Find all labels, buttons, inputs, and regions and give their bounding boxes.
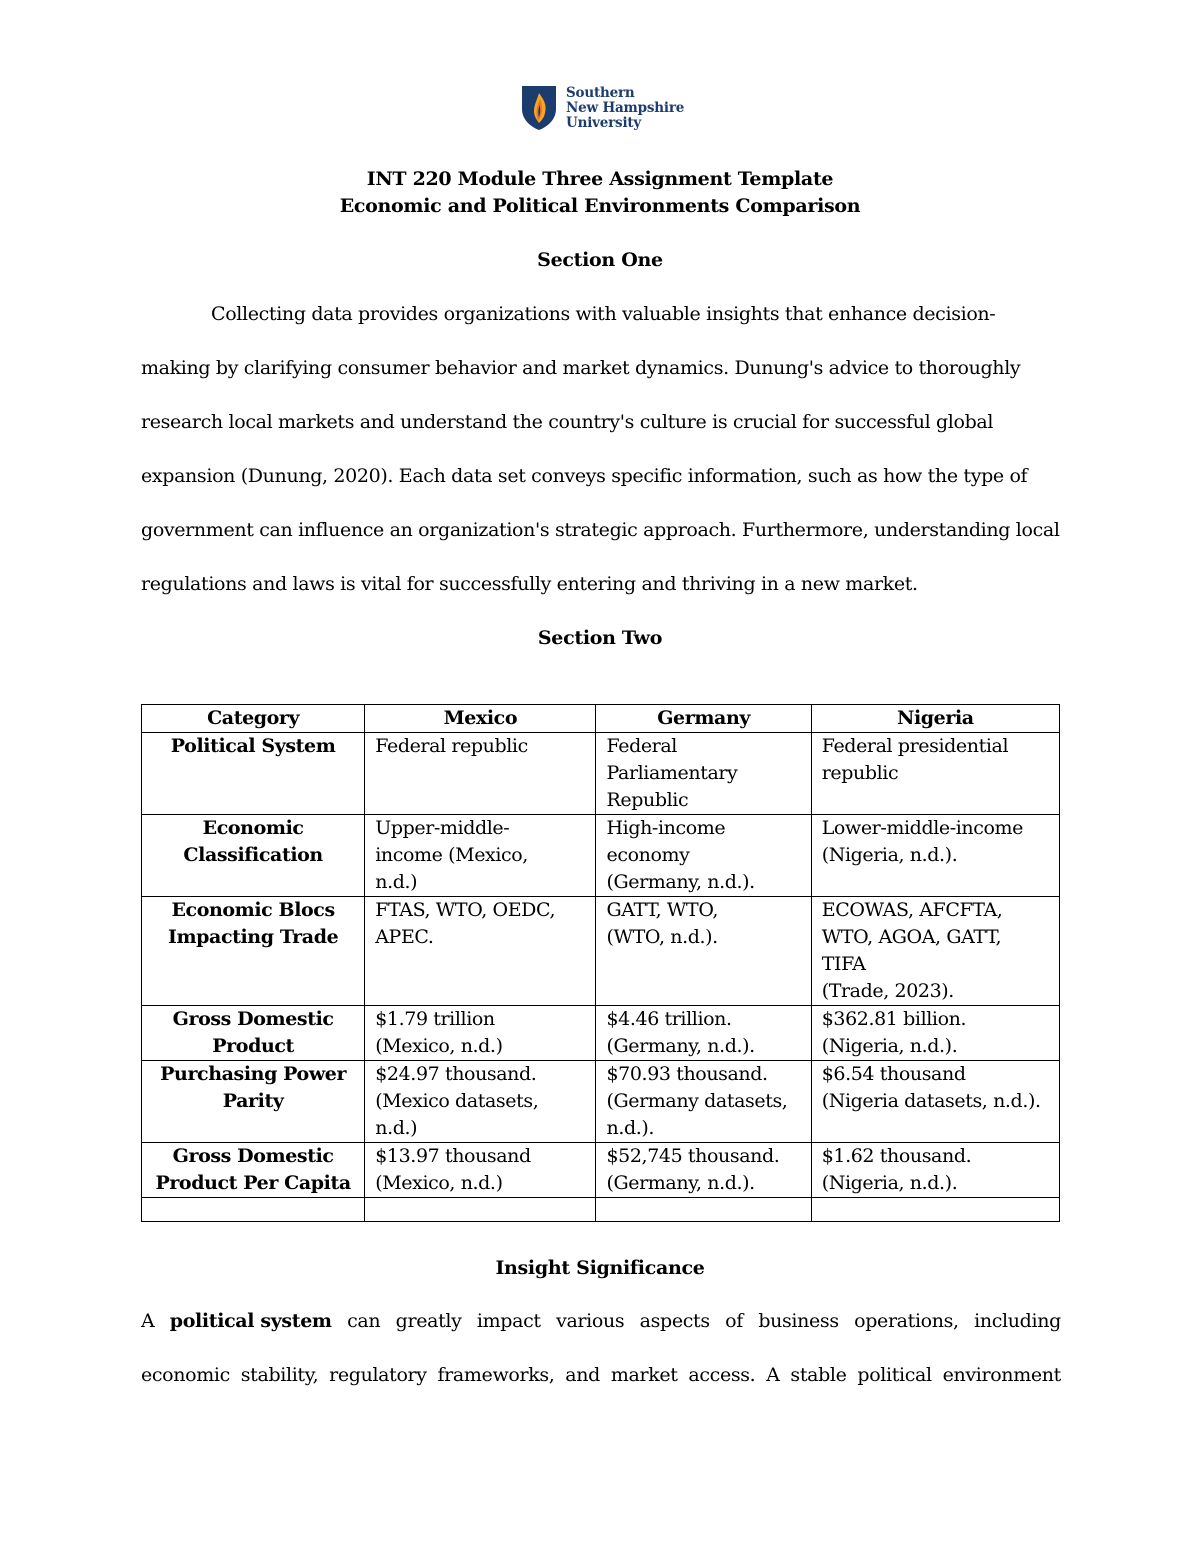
header-germany: Germany <box>596 705 811 733</box>
cell-line: $13.97 thousand <box>375 1145 531 1167</box>
cell-line: Gross Domestic <box>172 1145 334 1167</box>
cell-line: Political System <box>170 735 336 757</box>
cell-germany <box>596 815 811 897</box>
cell-line: n.d.) <box>375 871 418 893</box>
table-row <box>142 815 1060 897</box>
cell-line: Upper-middle- <box>375 817 510 839</box>
table-row <box>142 1061 1060 1143</box>
cell-nigeria <box>811 897 1059 1006</box>
empty-cell <box>142 1198 365 1222</box>
table-row-empty <box>142 1198 1060 1222</box>
cell-line: Lower-middle-income <box>821 817 1023 839</box>
shield-flame-icon <box>521 85 557 131</box>
word: A <box>766 1364 780 1386</box>
section-one-heading: Section One <box>537 249 663 271</box>
word: can <box>347 1310 381 1332</box>
cell-line: Product Per Capita <box>155 1172 351 1194</box>
word: stability, <box>240 1364 319 1386</box>
paragraph-line-justified <box>141 1294 1061 1348</box>
cell-line: Economic Blocs <box>171 899 335 921</box>
cell-line: (Mexico datasets, <box>375 1090 539 1112</box>
empty-cell <box>596 1198 811 1222</box>
cell-line: Gross Domestic <box>172 1008 334 1030</box>
cell-nigeria <box>811 1143 1059 1198</box>
cell-line: APEC. <box>375 926 434 948</box>
paragraph-line: regulations and laws is vital for successfully entering and thriving in a new market. <box>141 573 918 595</box>
cell-line: $6.54 thousand <box>821 1063 966 1085</box>
cell-mexico <box>365 815 596 897</box>
cell-line: (Germany datasets, <box>606 1090 788 1112</box>
cell-line: Parliamentary <box>606 762 738 784</box>
cell-mexico <box>365 897 596 1006</box>
word: environment <box>942 1364 1061 1386</box>
cell-line: Federal republic <box>375 735 528 757</box>
cell-line: (Mexico, n.d.) <box>375 1035 503 1057</box>
cell-line: TIFA <box>821 953 866 975</box>
cell-nigeria <box>811 1006 1059 1061</box>
logo-text-line3: University <box>566 114 642 131</box>
cell-germany <box>596 1143 811 1198</box>
section-two-heading: Section Two <box>537 627 663 649</box>
paragraph-line: research local markets and understand the country's culture is crucial for successful global <box>141 411 994 433</box>
paragraph-line-justified <box>141 1348 1061 1402</box>
cell-line: economy <box>606 844 690 866</box>
cell-line: Federal <box>606 735 677 757</box>
table-row <box>142 1143 1060 1198</box>
cell-line: $24.97 thousand. <box>375 1063 537 1085</box>
cell-line: (Nigeria datasets, n.d.). <box>821 1090 1041 1112</box>
paragraph-line: Collecting data provides organizations with valuable insights that enhance decision- <box>211 303 996 325</box>
cell-line: (Mexico, n.d.) <box>375 1172 503 1194</box>
paragraph-line: making by clarifying consumer behavior and market dynamics. Dunung's advice to thoroughly <box>141 357 1021 379</box>
cell-line: GATT, WTO, <box>606 899 719 921</box>
logo-text-line1: Southern <box>566 84 635 101</box>
cell-line: (Nigeria, n.d.). <box>821 844 958 866</box>
word: of <box>725 1310 743 1332</box>
cell-nigeria <box>811 733 1059 815</box>
empty-cell <box>365 1198 596 1222</box>
row-category <box>142 733 365 815</box>
cell-germany <box>596 1006 811 1061</box>
word: access. <box>688 1364 756 1386</box>
document-title: INT 220 Module Three Assignment Template <box>366 168 834 190</box>
cell-line: High-income <box>606 817 726 839</box>
header-category: Category <box>142 705 365 733</box>
cell-line: (Nigeria, n.d.). <box>821 1172 958 1194</box>
paragraph-line: expansion (Dunung, 2020). Each data set conveys specific information, such as how the type of <box>141 465 1028 487</box>
cell-line: (Germany, n.d.). <box>606 1035 755 1057</box>
logo-text-line2: New Hampshire <box>566 99 685 116</box>
word: operations, <box>854 1310 959 1332</box>
cell-mexico <box>365 733 596 815</box>
cell-line: FTAS, WTO, OEDC, <box>375 899 556 921</box>
table-row <box>142 1006 1060 1061</box>
cell-line: n.d.) <box>375 1117 418 1139</box>
cell-line: (Germany, n.d.). <box>606 871 755 893</box>
row-category <box>142 1006 365 1061</box>
cell-nigeria <box>811 1061 1059 1143</box>
cell-line: $70.93 thousand. <box>606 1063 768 1085</box>
table-row <box>142 733 1060 815</box>
cell-line: Product <box>212 1035 294 1057</box>
word: business <box>758 1310 839 1332</box>
cell-line: Classification <box>183 844 323 866</box>
insight-heading: Insight Significance <box>495 1257 705 1279</box>
empty-cell <box>811 1198 1059 1222</box>
bold-term: political system <box>169 1310 332 1332</box>
word: regulatory <box>329 1364 427 1386</box>
row-category <box>142 1143 365 1198</box>
cell-line: n.d.). <box>606 1117 655 1139</box>
cell-line: (WTO, n.d.). <box>606 926 718 948</box>
paragraph-line: government can influence an organization's strategic approach. Furthermore, understanding local <box>141 519 1060 541</box>
university-logo <box>521 84 684 132</box>
cell-line: Parity <box>222 1090 284 1112</box>
row-category <box>142 1061 365 1143</box>
cell-germany <box>596 733 811 815</box>
word: frameworks, <box>437 1364 555 1386</box>
header-mexico: Mexico <box>365 705 596 733</box>
word: market <box>610 1364 678 1386</box>
comparison-table <box>141 704 1060 1222</box>
cell-germany <box>596 897 811 1006</box>
word: political <box>857 1364 932 1386</box>
cell-line: (Nigeria, n.d.). <box>821 1035 958 1057</box>
cell-mexico <box>365 1143 596 1198</box>
cell-mexico <box>365 1061 596 1143</box>
cell-mexico <box>365 1006 596 1061</box>
cell-line: (Trade, 2023). <box>821 980 954 1002</box>
cell-line: Republic <box>606 789 689 811</box>
word: various <box>556 1310 625 1332</box>
document-subtitle: Economic and Political Environments Comparison <box>339 195 861 217</box>
cell-line: (Germany, n.d.). <box>606 1172 755 1194</box>
cell-line: republic <box>821 762 899 784</box>
cell-line: Purchasing Power <box>160 1063 347 1085</box>
header-nigeria: Nigeria <box>811 705 1059 733</box>
cell-line: Impacting Trade <box>167 926 339 948</box>
insight-paragraph <box>141 1294 1061 1402</box>
cell-line: income (Mexico, <box>375 844 528 866</box>
cell-line: Federal presidential <box>821 735 1009 757</box>
word: aspects <box>639 1310 710 1332</box>
cell-line: $1.79 trillion <box>375 1008 495 1030</box>
cell-line: $1.62 thousand. <box>821 1145 972 1167</box>
cell-line: $52,745 thousand. <box>606 1145 780 1167</box>
cell-nigeria <box>811 815 1059 897</box>
word: greatly <box>395 1310 462 1332</box>
row-category <box>142 815 365 897</box>
word: A <box>141 1310 155 1332</box>
cell-line: WTO, AGOA, GATT, <box>821 926 1002 948</box>
word: impact <box>476 1310 541 1332</box>
word: and <box>565 1364 600 1386</box>
cell-line: $362.81 billion. <box>821 1008 967 1030</box>
cell-germany <box>596 1061 811 1143</box>
section-one-paragraph <box>141 287 1061 611</box>
cell-line: $4.46 trillion. <box>606 1008 732 1030</box>
table-header-row <box>142 705 1060 733</box>
word: stable <box>790 1364 847 1386</box>
word: including <box>974 1310 1061 1332</box>
cell-line: Economic <box>202 817 304 839</box>
cell-line: ECOWAS, AFCFTA, <box>821 899 1003 921</box>
table-row <box>142 897 1060 1006</box>
word: economic <box>141 1364 230 1386</box>
row-category <box>142 897 365 1006</box>
